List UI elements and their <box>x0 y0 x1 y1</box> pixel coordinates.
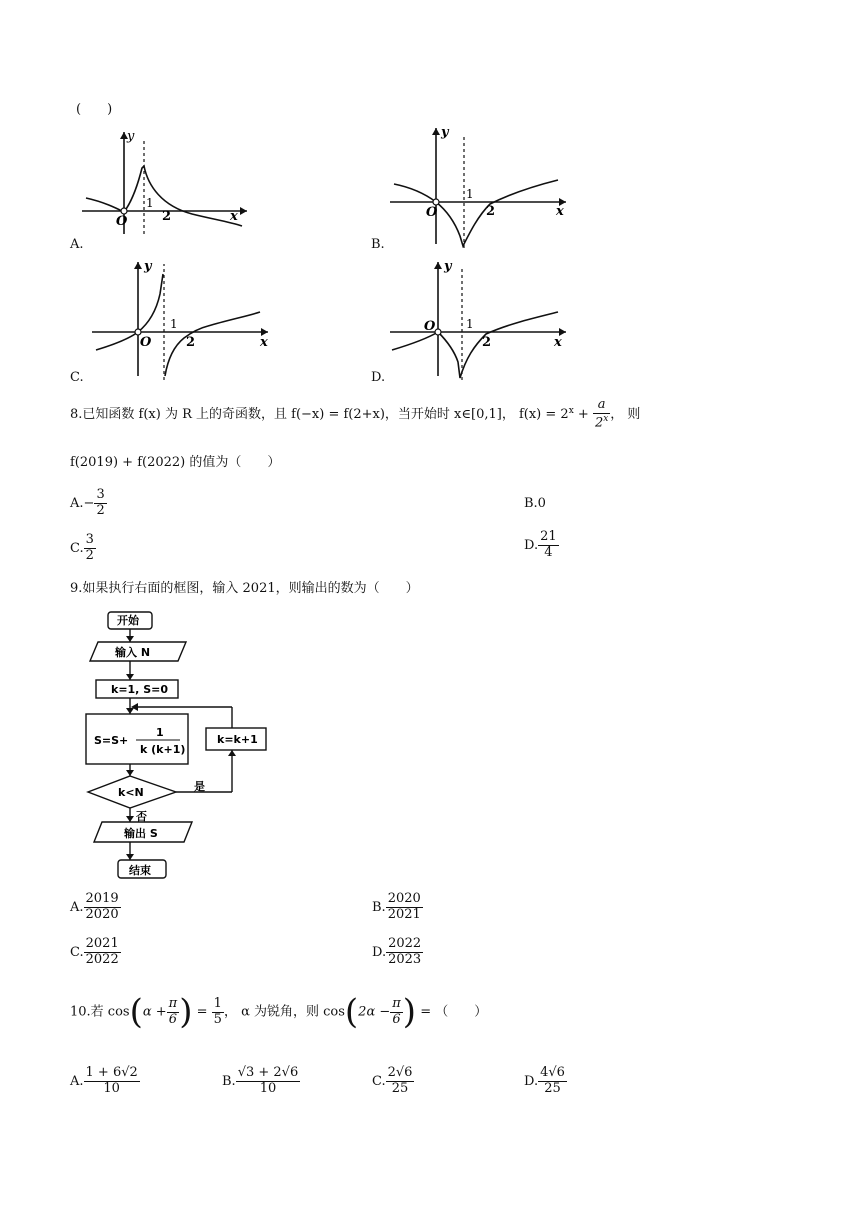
q10-opt-a-label: A. <box>70 1073 84 1089</box>
q9-opt-d-num: 2022 <box>388 936 422 951</box>
q8-opt-c-num: 3 <box>85 532 94 547</box>
q10-opt-a-num: 1 + 6√2 <box>85 1065 138 1080</box>
q10-pi-1: π <box>168 995 178 1011</box>
q7-option-a[interactable]: A. <box>70 237 84 252</box>
q10-option-c[interactable] <box>372 1066 414 1097</box>
q9-option-b[interactable] <box>372 892 423 923</box>
graph-b-origin: O <box>426 205 438 220</box>
q8-option-c[interactable] <box>70 533 96 564</box>
q10-one: 1 <box>213 995 222 1011</box>
graph-a-origin: O <box>116 214 128 229</box>
q10-pi-2: π <box>392 995 401 1011</box>
q8-plus: + <box>573 407 593 423</box>
q9-opt-a-den: 2020 <box>85 906 119 922</box>
graph-d-curve <box>392 312 558 378</box>
q9-opt-d-label: D. <box>372 944 387 960</box>
q10-option-b[interactable] <box>222 1066 300 1097</box>
q10-mid: ， α 为锐角，则 cos <box>223 1004 345 1020</box>
graph-c-curve-right <box>165 312 260 376</box>
q9-opt-b-label: B. <box>372 899 386 915</box>
q8-option-a[interactable] <box>70 488 107 519</box>
q9-stem: 9.如果执行右面的框图，输入 2021，则输出的数为（ ） <box>70 581 419 596</box>
graph-c-origin: O <box>140 335 152 350</box>
q9-opt-c-den: 2022 <box>85 951 119 967</box>
q10-opt-d-den: 25 <box>544 1080 561 1096</box>
q10-opt-c-num: 2√6 <box>387 1065 413 1080</box>
q8-opt-c-den: 2 <box>85 547 94 563</box>
flow-update-s: S=S+ <box>94 734 129 747</box>
q8-frac-num: a <box>593 398 610 414</box>
q8-opt-a-num: 3 <box>96 487 105 502</box>
q10-inner2: 2α − <box>358 1004 391 1020</box>
q10-opt-b-num: √3 + 2√6 <box>237 1065 299 1080</box>
graph-d-y-label: y <box>444 259 452 274</box>
graph-c-tick2: 2 <box>186 335 196 350</box>
q8-stem-line1 <box>70 398 640 431</box>
q10-opt-b-den: 10 <box>259 1080 277 1096</box>
graph-d <box>386 258 572 382</box>
q9-option-c[interactable] <box>70 937 121 968</box>
q8-opt-d-num: 21 <box>540 529 557 544</box>
graph-c-curve-left <box>96 274 163 350</box>
q9-opt-c-num: 2021 <box>85 936 119 951</box>
q10-opt-a-den: 10 <box>103 1080 120 1096</box>
q8-opt-c-label: C. <box>70 540 84 556</box>
q8-exp-x: x <box>568 405 574 416</box>
graph-a <box>82 126 252 238</box>
graph-c <box>88 258 274 382</box>
q10-end: = （ ） <box>416 1004 488 1020</box>
q8-option-b[interactable]: B.0 <box>524 496 546 511</box>
q9-opt-a-label: A. <box>70 899 84 915</box>
q10-stem: 10.若 cos(α + $\frac{\pi}{6}$ ) = $\frac{1}{5}$ ， α 为锐角，则 cos(2α − $\frac{\pi}{6}$ ) = （ ） <box>70 992 488 1032</box>
graph-c-y-label: y <box>144 259 152 274</box>
graph-a-tick1: 1 <box>146 196 154 210</box>
q7-option-c[interactable]: C. <box>70 370 84 385</box>
q10-six-2: 6 <box>392 1011 401 1027</box>
flow-no: 否 <box>136 810 147 823</box>
graph-b-tick2: 2 <box>486 204 496 219</box>
q10-five: 5 <box>213 1011 222 1027</box>
q9-opt-a-num: 2019 <box>85 891 119 906</box>
flow-input: 输入 N <box>115 646 151 659</box>
graph-c-x-label: x <box>260 335 268 350</box>
q10-option-a[interactable] <box>70 1066 140 1097</box>
q8-stem-end: ， 则 <box>610 407 641 423</box>
q8-frac-den-exp: x <box>603 413 609 424</box>
q8-opt-a-sign: − <box>83 495 95 511</box>
q9-opt-b-num: 2020 <box>387 891 421 906</box>
graph-a-tick2: 2 <box>162 209 172 224</box>
q9-opt-c-label: C. <box>70 944 84 960</box>
graph-b-curve <box>394 180 558 246</box>
graph-b-tick1: 1 <box>466 187 474 201</box>
q10-eq: = <box>192 1004 212 1020</box>
q9-option-a[interactable] <box>70 892 121 923</box>
q8-opt-a-label: A. <box>70 495 84 511</box>
q10-opt-d-label: D. <box>524 1073 539 1089</box>
graph-d-origin: O <box>424 319 436 334</box>
q7-option-d[interactable]: D. <box>371 370 386 385</box>
q9-opt-b-den: 2021 <box>387 906 421 922</box>
q8-fraction <box>593 398 610 431</box>
q9-flowchart <box>84 608 284 888</box>
graph-a-y-label: y <box>127 129 135 144</box>
q8-opt-a-den: 2 <box>96 502 105 518</box>
q10-opt-b-label: B. <box>222 1073 236 1089</box>
q8-option-d[interactable] <box>524 530 559 561</box>
flow-frac-den: k (k+1) <box>140 743 186 756</box>
flow-cond: k<N <box>118 786 144 799</box>
graph-d-x-label: x <box>554 335 562 350</box>
graph-a-x-label: x <box>230 209 238 224</box>
flow-end: 结束 <box>129 864 151 877</box>
q7-bracket: ( ) <box>76 102 113 117</box>
q10-six-1: 6 <box>168 1011 178 1027</box>
flow-output: 输出 S <box>124 827 158 840</box>
q8-opt-d-label: D. <box>524 537 539 553</box>
graph-b-y-label: y <box>441 125 449 140</box>
graph-b <box>386 124 572 250</box>
q10-option-d[interactable] <box>524 1066 567 1097</box>
graph-d-tick1: 1 <box>466 317 474 331</box>
q8-opt-d-den: 4 <box>544 544 553 560</box>
q8-stem-text: 8.已知函数 f(x) 为 R 上的奇函数，且 f(−x) = f(2+x)，当开始时 x∈[0,1]， f(x) = 2 <box>70 407 569 423</box>
flow-frac-num: 1 <box>156 726 164 739</box>
graph-d-tick2: 2 <box>482 335 492 350</box>
q9-opt-d-den: 2023 <box>388 951 422 967</box>
graph-c-tick1: 1 <box>170 317 178 331</box>
flow-inc: k=k+1 <box>217 733 258 746</box>
flow-start: 开始 <box>117 614 139 627</box>
q7-option-b[interactable]: B. <box>371 237 385 252</box>
graph-b-x-label: x <box>556 204 564 219</box>
q10-opt-c-den: 25 <box>391 1080 409 1096</box>
q10-opt-c-label: C. <box>372 1073 386 1089</box>
flow-yes: 是 <box>194 780 205 793</box>
q8-stem-line2: f(2019) + f(2022) 的值为（ ） <box>70 455 281 470</box>
q10-inner1: α + <box>142 1004 167 1020</box>
q10-opt-d-num: 4√6 <box>540 1065 565 1080</box>
q8-frac-den: 2 <box>594 415 604 431</box>
q10-prefix: 10.若 cos <box>70 1004 130 1020</box>
flow-init: k=1, S=0 <box>111 683 168 696</box>
q9-option-d[interactable] <box>372 937 423 968</box>
